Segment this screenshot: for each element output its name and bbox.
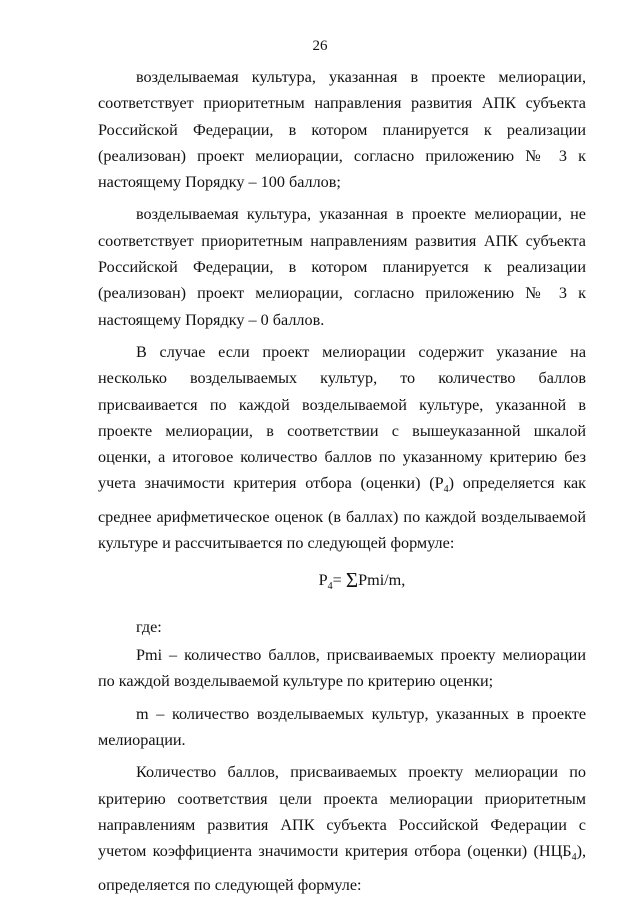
sigma-symbol: Σ: [345, 567, 359, 592]
formula-p4: [138, 567, 586, 600]
paragraph-m-definition: m – количество возделываемых культур, указанных в проекте мелиорации.: [98, 704, 586, 749]
page-number: 26: [312, 38, 328, 54]
paragraph-criterion-match: возделываемая культура, указанная в проекте мелиорации, соответствует приоритетным направления развития АПК субъекта Российской Федерации, в котором планируется к реализации (реализован) проект мелиорации, согласно приложению № 3 к настоящему Порядку – 100 баллов;: [98, 68, 586, 192]
paragraph-multiple-crops: [98, 339, 586, 557]
subscript: 4: [443, 484, 449, 496]
formula-rhs: Pmi/m,: [358, 570, 406, 589]
paragraph-text: ), определяется по следующей формуле:: [98, 842, 586, 894]
paragraph-criterion-mismatch: возделываемая культура, указанная в проекте мелиорации, не соответствует приоритетным направлениям развития АПК субъекта Российской Федерации, в котором планируется к реализации (реализован) проект мелиорации, согласно приложению № 3 к настоящему Порядку – 0 баллов.: [98, 205, 586, 329]
document-body: [98, 64, 586, 904]
formula-lhs: Р: [318, 570, 328, 589]
paragraph-text: Количество баллов, присваиваемых проекту мелиорации по критерию соответствия цели проекта мелиорации приоритетным направлениям развития АПК субъекта Российской Федерации с учетом коэффициента значимости критерия отбора (оценки) (НЦБ: [98, 763, 586, 861]
paragraph-where: где:: [136, 617, 162, 636]
paragraph-text: ) определяется как среднее арифметическое оценок (в баллах) по каждой возделываемой культуре и рассчитывается по следующей формуле:: [98, 474, 586, 553]
subscript: 4: [571, 852, 577, 864]
paragraph-weighted-score: [98, 759, 586, 898]
paragraph-pmi-definition: Pmi – количество баллов, присваиваемых проекту мелиорации по каждой возделываемой культуре по критерию оценки;: [98, 646, 586, 691]
formula-equals: =: [332, 570, 346, 589]
formula-subscript: 4: [327, 580, 333, 592]
paragraph-text: В случае если проект мелиорации содержит указание на несколько возделываемых культур, то количество баллов присваивается по каждой возделываемой культуре, указанной в проекте мелиорации, в соответствии с вышеуказанной шкалой оценки, а итоговое количество баллов по указанному критерию без учета значимости критерия отбора (оценки) (Р: [98, 342, 586, 493]
